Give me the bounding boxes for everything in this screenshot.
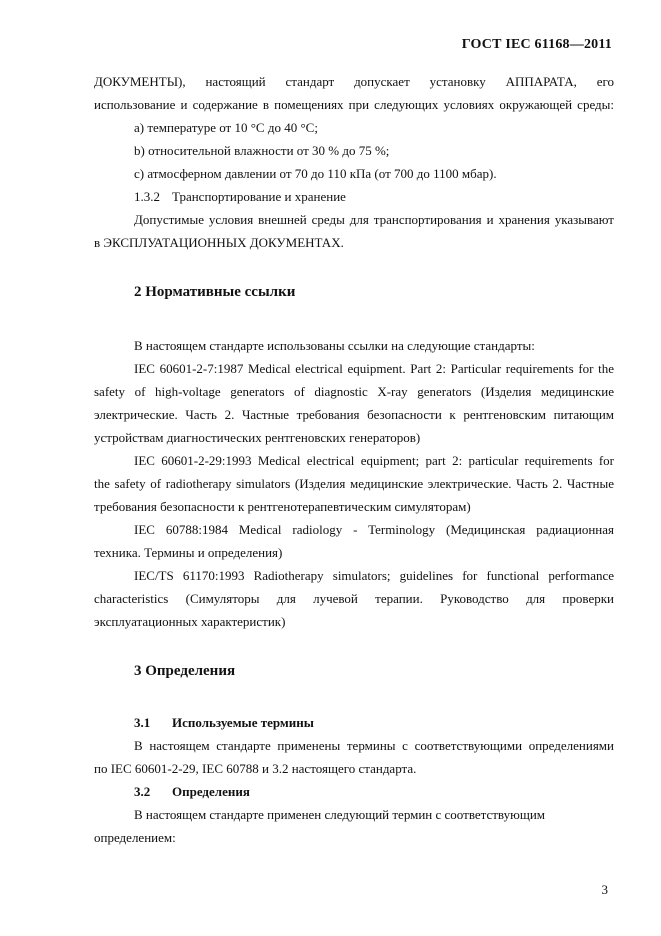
ref-1-line1: IEC 60601-2-7:1987 Medical electrical equipment. Part 2: Particular requirements for the <box>134 361 614 376</box>
intro-para1-line1: ДОКУМЕНТЫ), настоящий стандарт допускает установку АППАРАТА, его <box>94 74 614 89</box>
subsection-number: 3.2 <box>134 784 151 799</box>
ref-1-line2: safety of high-voltage generators of diagnostic X-ray generators (Изделия медицинские <box>94 384 614 399</box>
subsection-title: Определения <box>172 784 250 799</box>
ref-1-line3: электрические. Часть 2. Частные требования безопасности к рентгеновским питающим <box>94 407 614 422</box>
section-2-intro: В настоящем стандарте использованы ссылки на следующие стандарты: <box>134 338 535 353</box>
ref-2-line3: требования безопасности к рентгенотерапевтическим симуляторам) <box>94 499 471 514</box>
subsection-3-2-heading <box>94 780 614 803</box>
ref-4-line3: эксплуатационных характеристик) <box>94 614 286 629</box>
sub31-line2: по IEC 60601-2-29, IEC 60788 и 3.2 настоящего стандарта. <box>94 761 417 776</box>
condition-item-c: c) атмосферном давлении от 70 до 110 кПа (от 700 до 1100 мбар). <box>134 166 497 181</box>
ref-2-line1: IEC 60601-2-29:1993 Medical electrical equipment; part 2: particular requirements for <box>134 453 614 468</box>
ref-1-line4: устройствам диагностических рентгеновских генераторов) <box>94 430 421 445</box>
ref-3-line1: IEC 60788:1984 Medical radiology - Terminology (Медицинская радиационная <box>134 522 614 537</box>
intro-para1-line2: использование и содержание в помещениях при следующих условиях окружающей среды: <box>94 97 614 112</box>
subsection-3-1-heading <box>94 711 614 734</box>
section-2-heading: 2 Нормативные ссылки <box>134 284 296 300</box>
intro-para2-line2: в ЭКСПЛУАТАЦИОННЫХ ДОКУМЕНТАХ. <box>94 235 344 250</box>
section-3-heading: 3 Определения <box>134 663 236 679</box>
subsection-title: Транспортирование и хранение <box>172 189 346 204</box>
sub32-line1: В настоящем стандарте применен следующий термин с соответствующим <box>134 807 546 822</box>
condition-item-b: b) относительной влажности от 30 % до 75 %; <box>134 143 390 158</box>
sub32-line2: определением: <box>94 830 176 845</box>
sub31-line1: В настоящем стандарте применены термины с соответствующими определениями <box>134 738 614 753</box>
document-code-header: ГОСТ IEC 61168—2011 <box>461 37 612 52</box>
page-number: 3 <box>601 882 608 897</box>
subsection-1-3-2 <box>94 185 614 208</box>
subsection-number: 1.3.2 <box>134 189 160 204</box>
ref-3-line2: техника. Термины и определения) <box>94 545 283 560</box>
page-body <box>94 70 614 849</box>
intro-para2-line1: Допустимые условия внешней среды для транспортирования и хранения указывают <box>134 212 614 227</box>
subsection-number: 3.1 <box>134 715 151 730</box>
ref-4-line2: characteristics (Симуляторы для лучевой терапии. Руководство для проверки <box>94 591 614 606</box>
ref-2-line2: the safety of radiotherapy simulators (Изделия медицинские электрические. Часть 2. Частные <box>94 476 614 491</box>
ref-4-line1: IEC/TS 61170:1993 Radiotherapy simulators; guidelines for functional performance <box>134 568 614 583</box>
condition-item-a: a) температуре от 10 °С до 40 °С; <box>134 120 318 135</box>
subsection-title: Используемые термины <box>172 715 314 730</box>
